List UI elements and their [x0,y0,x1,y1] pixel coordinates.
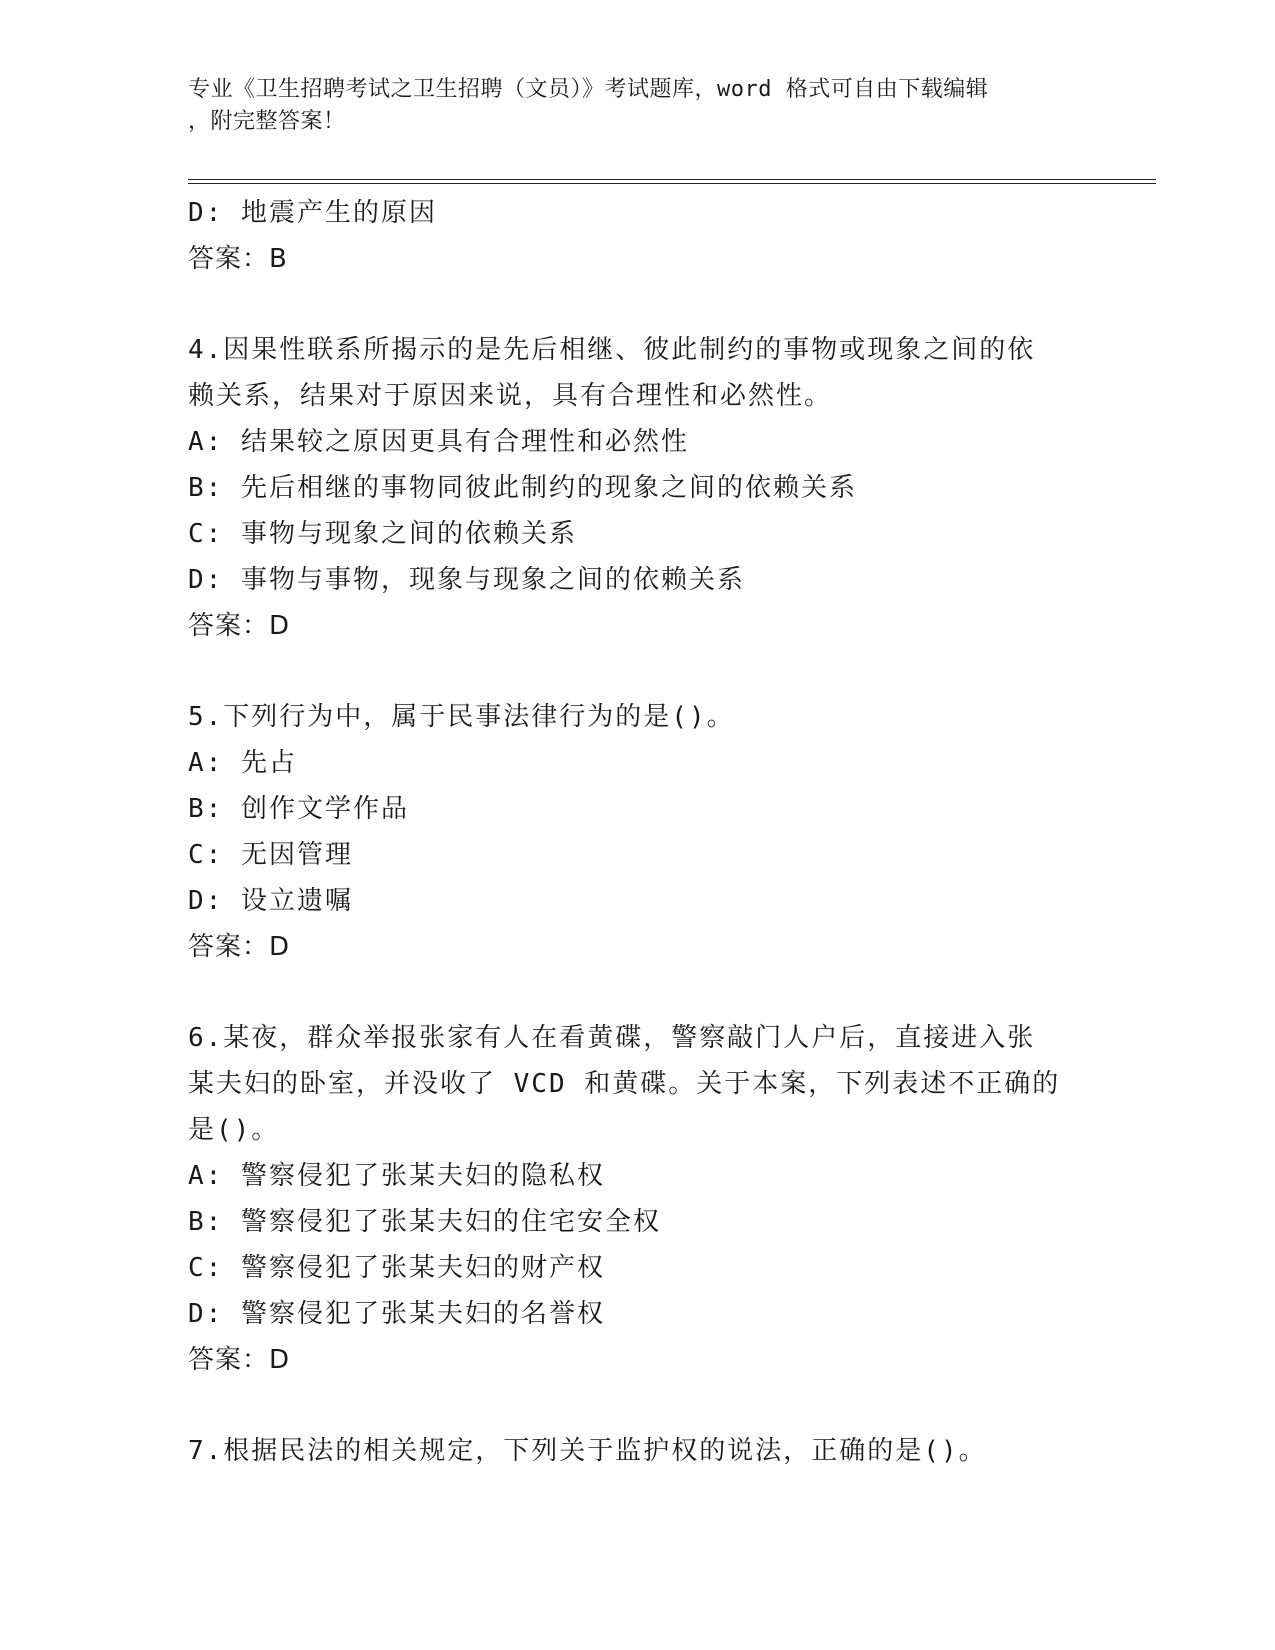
option-b: B: 先后相继的事物同彼此制约的现象之间的依赖关系 [188,473,857,503]
option-b: B: 创作文学作品 [188,794,409,824]
question-6 [188,1015,1068,1383]
answer: 答案：D [188,611,291,641]
question-4 [188,327,1068,649]
question-stem: 6.某夜，群众举报张家有人在看黄碟，警察敲门人户后，直接进入张 [188,1023,1036,1053]
question-stem: 7.根据民法的相关规定，下列关于监护权的说法，正确的是()。 [188,1436,987,1466]
question-stem: 4.因果性联系所揭示的是先后相继、彼此制约的事物或现象之间的依 [188,335,1036,365]
option-a: A: 警察侵犯了张某夫妇的隐私权 [188,1161,605,1191]
question-stem: 某夫妇的卧室，并没收了 VCD 和黄碟。关于本案，下列表述不正确的 [188,1069,1061,1099]
option-d: D: 设立遗嘱 [188,886,353,916]
document-body [188,190,1068,1474]
spacer [188,1383,1068,1428]
answer: 答案：D [188,932,291,962]
option-b: B: 警察侵犯了张某夫妇的住宅安全权 [188,1207,661,1237]
question-stem: 赖关系，结果对于原因来说，具有合理性和必然性。 [188,381,833,411]
answer: 答案：D [188,1345,291,1375]
spacer [188,282,1068,327]
question-stem: 是()。 [188,1115,280,1145]
document-header [188,74,1078,138]
question-5 [188,694,1068,970]
header-line-1: 专业《卫生招聘考试之卫生招聘（文员）》考试题库，word 格式可自由下载编辑 [188,77,989,102]
spacer [188,970,1068,1015]
option-c: C: 无因管理 [188,840,353,870]
option-c: C: 事物与现象之间的依赖关系 [188,519,577,549]
header-divider [188,179,1156,184]
option-a: A: 先占 [188,748,297,778]
option-d: D: 地震产生的原因 [188,198,437,228]
option-d: D: 事物与事物，现象与现象之间的依赖关系 [188,565,745,595]
question-7 [188,1428,1068,1474]
header-line-2: ，附完整答案！ [188,109,346,134]
answer: 答案：B [188,244,288,274]
question-3-tail [188,190,1068,282]
spacer [188,649,1068,694]
option-c: C: 警察侵犯了张某夫妇的财产权 [188,1253,605,1283]
option-d: D: 警察侵犯了张某夫妇的名誉权 [188,1299,605,1329]
question-stem: 5.下列行为中，属于民事法律行为的是()。 [188,702,735,732]
option-a: A: 结果较之原因更具有合理性和必然性 [188,427,689,457]
